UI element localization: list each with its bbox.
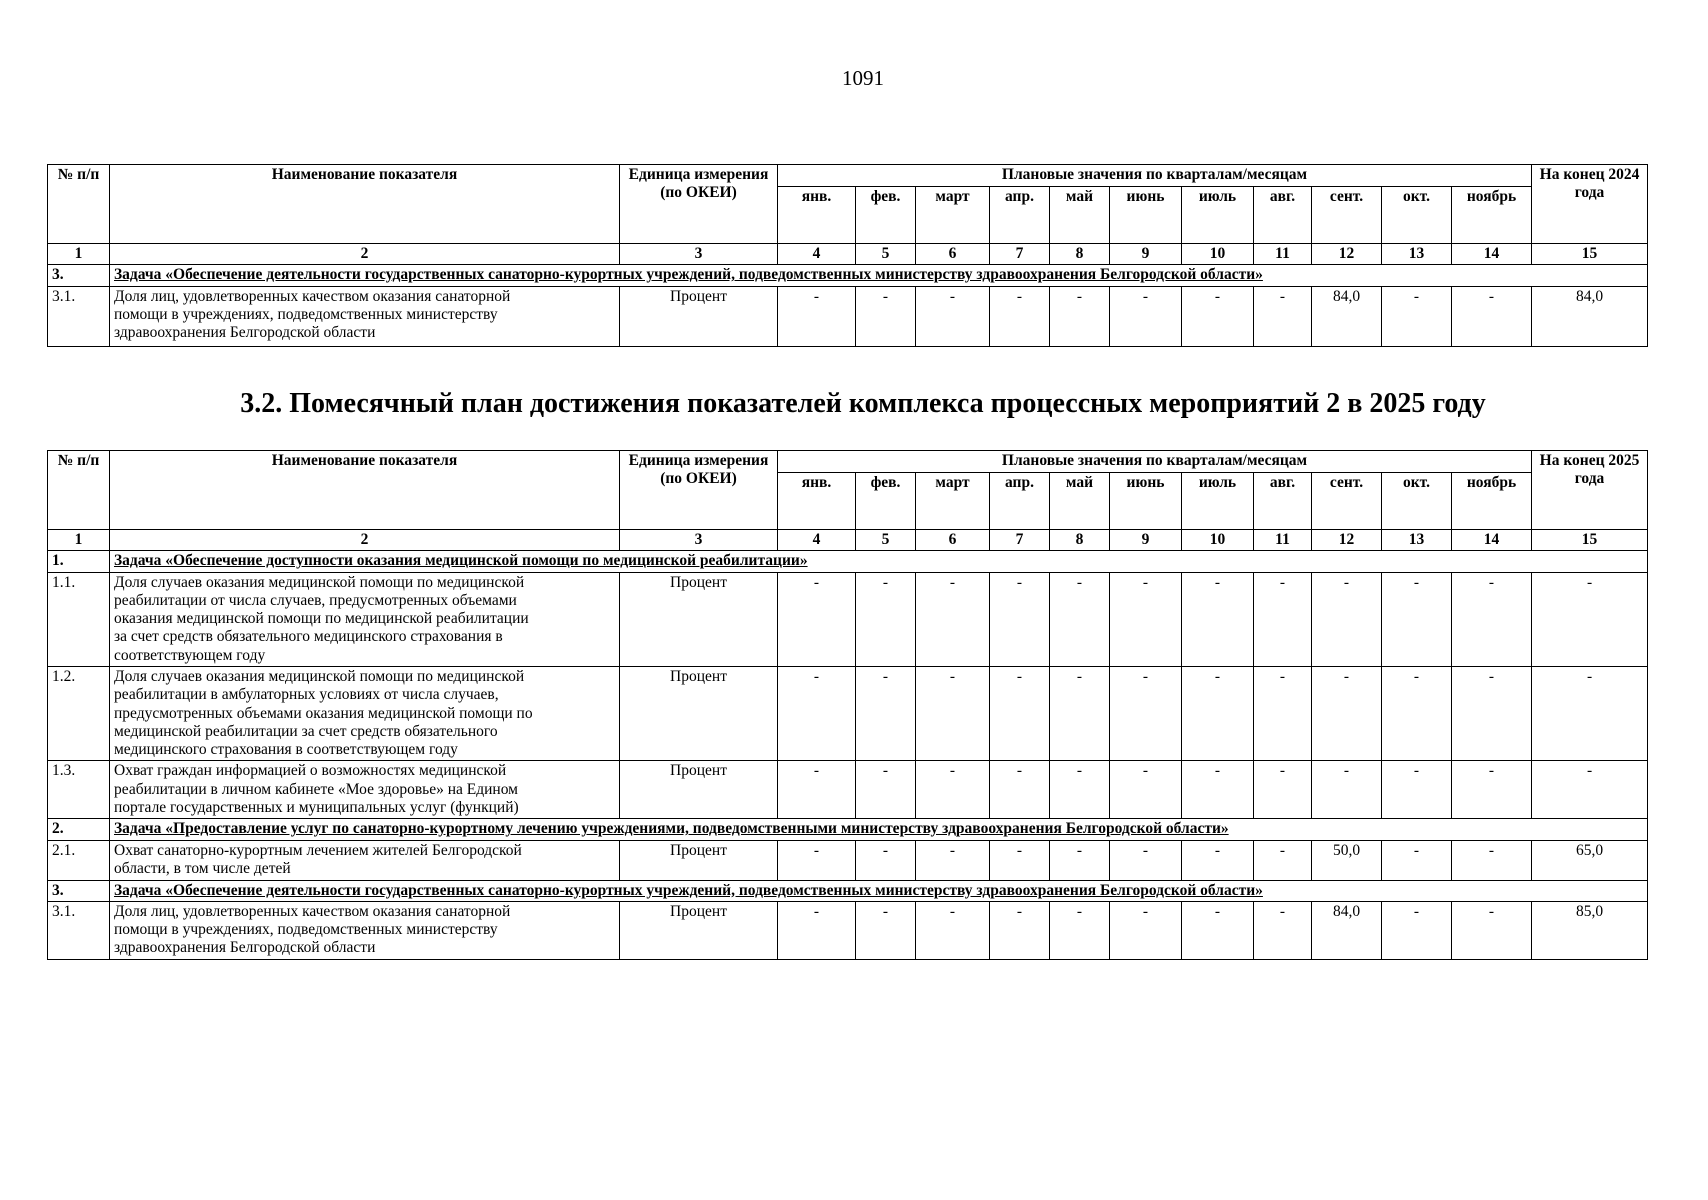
section-title: 3.2. Помесячный план достижения показателей комплекса процессных мероприятий 2 в 2025 году [240,388,1486,419]
header-end: На конец 2024 года [1532,165,1648,244]
month-header: окт. [1382,473,1452,530]
indicator-number: 1.1. [48,572,110,666]
end-value: - [1532,572,1648,666]
column-number: 15 [1532,244,1648,265]
month-header: янв. [778,473,856,530]
month-value: - [1254,761,1312,819]
month-value: - [856,901,916,959]
task-number: 1. [48,551,110,572]
month-value: - [916,572,990,666]
month-header: июль [1182,473,1254,530]
end-value: - [1532,761,1648,819]
column-number: 8 [1050,530,1110,551]
month-value: - [1050,666,1110,760]
month-value: - [1452,286,1532,346]
month-value: - [1110,572,1182,666]
indicator-name: Доля лиц, удовлетворенных качеством оказания санаторной помощи в учреждениях, подведомственных министерству здравоохранения Белгородской области [114,287,511,342]
month-value: - [1382,666,1452,760]
unit-cell: Процент [620,666,778,760]
month-header: июнь [1110,473,1182,530]
month-value: - [1254,572,1312,666]
month-value: - [916,286,990,346]
column-number: 3 [620,244,778,265]
month-value: - [1452,761,1532,819]
month-header: май [1050,187,1110,244]
header-num: № п/п [48,451,110,530]
task-title: Задача «Обеспечение доступности оказания медицинской помощи по медицинской реабилитации» [110,551,1648,572]
column-number: 9 [1110,530,1182,551]
month-value: - [856,666,916,760]
header-unit: Единица измерения (по ОКЕИ) [620,451,778,530]
indicator-name: Охват санаторно-курортным лечением жителей Белгородской области, в том числе детей [114,841,522,877]
month-header: янв. [778,187,856,244]
month-value: - [1382,840,1452,880]
indicator-name: Доля случаев оказания медицинской помощи по медицинской реабилитации от числа случаев, предусмотренных объемами оказания медицинской помощи по медицинской реабилитации за счет средств обязательного медицинского страхования в соответствующем году [114,573,529,664]
month-value: - [990,572,1050,666]
column-number: 1 [48,530,110,551]
month-value: - [1312,666,1382,760]
column-number: 8 [1050,244,1110,265]
month-value: - [916,666,990,760]
month-header: авг. [1254,187,1312,244]
month-value: - [778,840,856,880]
month-value: 50,0 [1312,840,1382,880]
month-value: - [1382,761,1452,819]
month-value: - [1050,572,1110,666]
month-value: - [1254,840,1312,880]
month-value: - [856,286,916,346]
month-header: ноябрь [1452,473,1532,530]
column-number: 5 [856,530,916,551]
month-value: - [1452,572,1532,666]
header-num: № п/п [48,165,110,244]
month-value: - [1050,286,1110,346]
end-value: 84,0 [1532,286,1648,346]
task-number: 3. [48,265,110,286]
column-number: 3 [620,530,778,551]
month-header: май [1050,473,1110,530]
header-name: Наименование показателя [110,165,620,244]
table-row [48,572,1648,666]
month-value: - [778,901,856,959]
month-value: - [1050,840,1110,880]
task-row [48,880,1648,901]
end-value: - [1532,666,1648,760]
month-header: авг. [1254,473,1312,530]
month-value: - [990,666,1050,760]
month-value: - [1110,901,1182,959]
unit-cell: Процент [620,286,778,346]
column-number: 12 [1312,530,1382,551]
month-value: - [1312,572,1382,666]
month-value: - [1452,840,1532,880]
indicator-number: 2.1. [48,840,110,880]
column-number: 11 [1254,244,1312,265]
header-end: На конец 2025 года [1532,451,1648,530]
month-header: июнь [1110,187,1182,244]
end-value: 65,0 [1532,840,1648,880]
column-number: 12 [1312,244,1382,265]
column-number: 9 [1110,244,1182,265]
column-number: 6 [916,244,990,265]
column-number: 6 [916,530,990,551]
header-unit: Единица измерения (по ОКЕИ) [620,165,778,244]
month-header: окт. [1382,187,1452,244]
month-value: - [1382,286,1452,346]
month-value: - [1110,666,1182,760]
month-header: фев. [856,473,916,530]
column-number: 4 [778,244,856,265]
table-row [48,666,1648,760]
column-number: 14 [1452,530,1532,551]
indicator-table-2024 [47,164,1648,347]
month-value: - [916,901,990,959]
column-number: 15 [1532,530,1648,551]
indicator-name: Доля лиц, удовлетворенных качеством оказания санаторной помощи в учреждениях, подведомственных министерству здравоохранения Белгородской области [114,902,511,957]
column-number: 2 [110,530,620,551]
month-value: - [916,761,990,819]
month-value: - [916,840,990,880]
month-value: - [1182,761,1254,819]
header-plan: Плановые значения по кварталам/месяцам [778,451,1532,473]
month-value: - [778,666,856,760]
month-value: - [1182,286,1254,346]
table-row [48,761,1648,819]
month-value: - [1182,572,1254,666]
month-value: - [856,840,916,880]
indicator-table-2025 [47,450,1648,960]
table-row [48,286,1648,346]
month-value: - [990,840,1050,880]
unit-cell: Процент [620,572,778,666]
unit-cell: Процент [620,761,778,819]
month-value: - [1050,901,1110,959]
month-value: - [1110,286,1182,346]
column-number: 5 [856,244,916,265]
indicator-number: 1.2. [48,666,110,760]
month-value: - [1182,840,1254,880]
column-number: 4 [778,530,856,551]
month-value: - [1382,901,1452,959]
month-value: - [990,761,1050,819]
month-value: - [990,901,1050,959]
column-number: 14 [1452,244,1532,265]
month-header: ноябрь [1452,187,1532,244]
month-value: - [1182,901,1254,959]
indicator-number: 3.1. [48,901,110,959]
indicator-name: Доля случаев оказания медицинской помощи по медицинской реабилитации в амбулаторных условиях от числа случаев, предусмотренных объемами оказания медицинской помощи по медицинской реабилитации за счет средств обязательного медицинского страхования в соответствующем году [114,667,533,759]
month-value: - [1110,761,1182,819]
column-number: 13 [1382,530,1452,551]
task-title: Задача «Обеспечение деятельности государственных санаторно-курортных учреждений, подведомственных министерству здравоохранения Белгородской области» [110,265,1648,286]
month-header: сент. [1312,187,1382,244]
month-value: - [1254,901,1312,959]
month-value: - [856,761,916,819]
task-number: 3. [48,880,110,901]
end-value: 85,0 [1532,901,1648,959]
table-row [48,901,1648,959]
page-number: 1091 [842,66,884,90]
month-header: март [916,473,990,530]
month-header: апр. [990,187,1050,244]
task-title: Задача «Обеспечение деятельности государственных санаторно-курортных учреждений, подведомственных министерству здравоохранения Белгородской области» [110,880,1648,901]
month-value: - [1110,840,1182,880]
table-row [48,840,1648,880]
task-row [48,265,1648,286]
month-value: - [778,572,856,666]
month-value: - [778,286,856,346]
indicator-number: 1.3. [48,761,110,819]
month-value: - [1254,286,1312,346]
month-header: март [916,187,990,244]
task-row [48,551,1648,572]
month-value: - [1254,666,1312,760]
month-value: 84,0 [1312,286,1382,346]
unit-cell: Процент [620,901,778,959]
header-name: Наименование показателя [110,451,620,530]
month-value: - [1312,761,1382,819]
column-number: 13 [1382,244,1452,265]
column-number: 2 [110,244,620,265]
column-number: 11 [1254,530,1312,551]
month-value: - [856,572,916,666]
indicator-number: 3.1. [48,286,110,346]
task-title: Задача «Предоставление услуг по санаторно-курортному лечению учреждениями, подведомственными министерству здравоохранения Белгородской области» [110,819,1648,840]
header-plan: Плановые значения по кварталам/месяцам [778,165,1532,187]
month-value: - [1182,666,1254,760]
month-header: апр. [990,473,1050,530]
month-value: - [1050,761,1110,819]
month-value: - [1452,901,1532,959]
task-number: 2. [48,819,110,840]
indicator-name: Охват граждан информацией о возможностях медицинской реабилитации в личном кабинете «Мое здоровье» на Едином портале государственных и муниципальных услуг (функций) [114,762,519,816]
month-value: - [1452,666,1532,760]
month-value: 84,0 [1312,901,1382,959]
month-value: - [990,286,1050,346]
unit-cell: Процент [620,840,778,880]
column-number: 1 [48,244,110,265]
month-value: - [1382,572,1452,666]
column-number: 7 [990,244,1050,265]
month-value: - [778,761,856,819]
task-row [48,819,1648,840]
column-number: 7 [990,530,1050,551]
month-header: фев. [856,187,916,244]
month-header: июль [1182,187,1254,244]
month-header: сент. [1312,473,1382,530]
column-number: 10 [1182,530,1254,551]
column-number: 10 [1182,244,1254,265]
